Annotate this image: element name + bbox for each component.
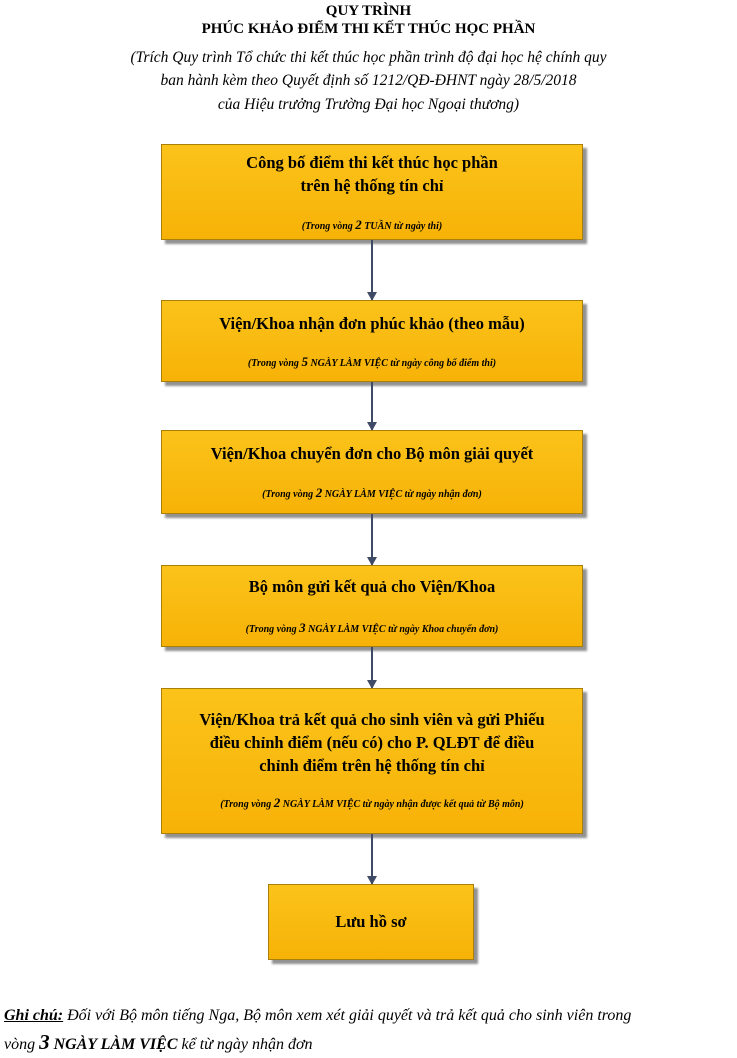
step-forward-appeal xyxy=(161,430,583,514)
footnote-label: Ghi chú: xyxy=(4,1007,64,1024)
flow-arrow xyxy=(371,834,373,884)
flow-arrow xyxy=(371,240,373,300)
reference-line-3: của Hiệu trưởng Trường Đại học Ngoại thương) xyxy=(217,96,520,113)
step-deadline-note: (Trong vòng 3 NGÀY LÀM VIỆC từ ngày Khoa chuyển đơn) xyxy=(245,620,499,635)
step-label: Viện/Khoa chuyển đơn cho Bộ môn giải quyết xyxy=(210,444,534,463)
document-title: QUY TRÌNH xyxy=(325,3,412,19)
step-return-results xyxy=(161,688,583,834)
step-deadline-note: (Trong vòng 2 NGÀY LÀM VIỆC từ ngày nhận được kết quả từ Bộ môn) xyxy=(220,795,524,810)
step-label: Viện/Khoa nhận đơn phúc khảo (theo mẫu) xyxy=(219,314,525,333)
step-send-results xyxy=(161,565,583,647)
flow-arrow xyxy=(371,382,373,430)
step-receive-appeal xyxy=(161,300,583,382)
reference-line-2: ban hành kèm theo Quyết định số 1212/QĐ-ĐHNT ngày 28/5/2018 xyxy=(160,72,577,89)
reference-line-1: (Trích Quy trình Tổ chức thi kết thúc học phần trình độ đại học hệ chính quy xyxy=(130,49,607,66)
footnote-text: Đối với Bộ môn tiếng Nga, Bộ môn xem xét giải quyết và trả kết quả cho sinh viên trong xyxy=(63,1007,632,1024)
step-label: Bộ môn gửi kết quả cho Viện/Khoa xyxy=(248,577,496,596)
step-deadline-note: (Trong vòng 5 NGÀY LÀM VIỆC từ ngày công bố điểm thi) xyxy=(247,354,497,369)
step-label: Viện/Khoa trả kết quả cho sinh viên và gửi Phiếu điều chỉnh điểm (nếu có) cho P. QLĐT để điều chỉnh điểm trên hệ thống tín chỉ xyxy=(199,710,545,775)
step-label: Công bố điểm thi kết thúc học phần trên hệ thống tín chỉ xyxy=(246,153,498,195)
step-deadline-note: (Trong vòng 2 TUẦN từ ngày thi) xyxy=(301,217,443,232)
step-label: Lưu hồ sơ xyxy=(335,912,407,931)
step-archive xyxy=(268,884,474,960)
flow-arrow xyxy=(371,514,373,565)
step-deadline-note: (Trong vòng 2 NGÀY LÀM VIỆC từ ngày nhận đơn) xyxy=(262,485,482,500)
document-subtitle-title: PHÚC KHẢO ĐIỂM THI KẾT THÚC HỌC PHẦN xyxy=(201,21,536,37)
step-publish-grades xyxy=(161,144,583,240)
flow-arrow xyxy=(371,647,373,688)
footnote: Ghi chú: Đối với Bộ môn tiếng Nga, Bộ môn xem xét giải quyết và trả kết quả cho sinh viên trong vòng 3 NGÀY LÀM VIỆC kể từ ngày nhận đơn xyxy=(4,1007,632,1054)
